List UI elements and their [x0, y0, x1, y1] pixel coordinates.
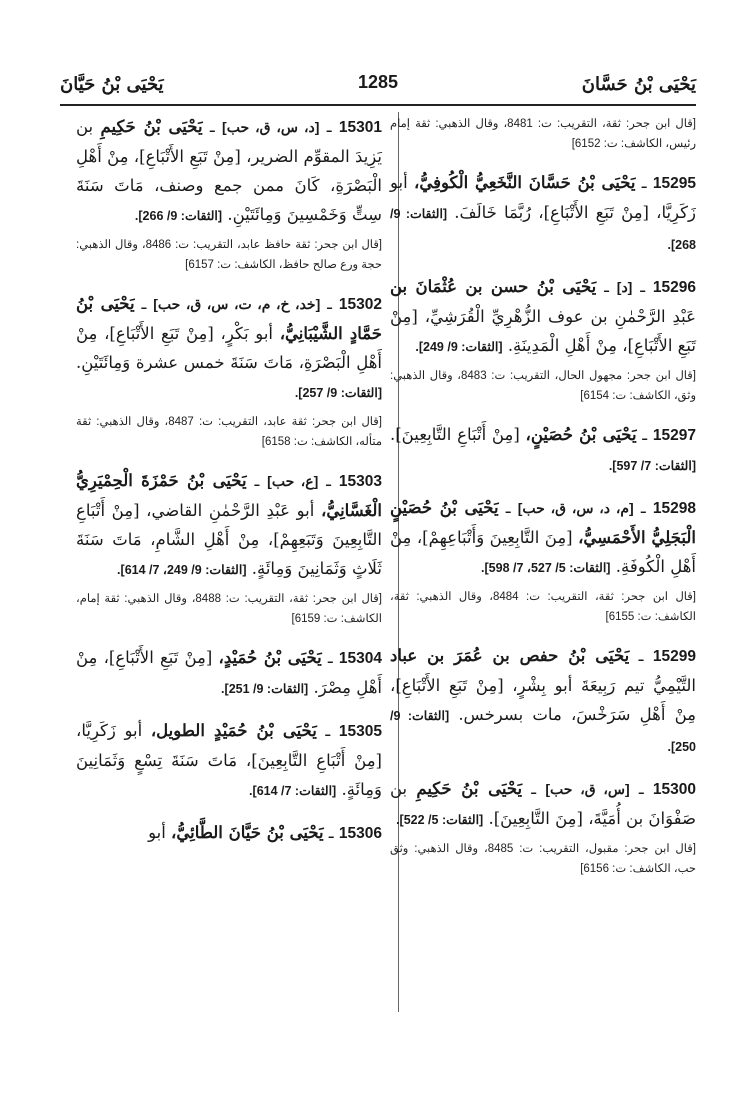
- entry-text: التَّيْمِيُّ تيم رَبِيعَةَ أبو بِشْرٍ، [مِنْ تَبَعِ الأَتْبَاعِ]، مِنْ أَهْلِ سَرَخْسَ، مات بسرخس.: [390, 676, 696, 724]
- entry-reference: [الثقات: 9/ 251].: [221, 682, 309, 696]
- biography-entry: 15298 ـ [م، د، س، ق، حب] ـ يَحْيَى بْنُ حُصَيْنٍ الْبَجَلِيُّ الأَحْمَسِيُّ، [مِنَ التَّابِعِينَ وَأَتْبَاعِهِمْ]، مِنْ أَهْلِ الْكُوفَةِ. [الثقات: 5/ 527، 7/ 598].: [390, 498, 697, 576]
- entry-number: 15306: [338, 825, 382, 842]
- entry-name: يَحْيَى بْنُ حُصَيْنٍ،: [525, 425, 637, 444]
- entry-number: 15295: [652, 175, 697, 192]
- entry-sigla: [د]: [616, 279, 633, 295]
- entry-text: أبو عَبْدِ الرَّحْمٰنِ القاضي، [مِنْ أَتْبَاعِ التَّابِعِينَ وَتَبَعِهِمْ]، مِنْ أَهْلِ الشَّامِ، مَاتَ سَنَةَ ثَلَاثٍ وَثَمَانِينَ وَمِائَةٍ.: [76, 501, 382, 578]
- page-header: [60, 70, 696, 102]
- entry-number: 15301: [338, 119, 383, 136]
- entry-reference: [الثقات: 9/ 250].: [390, 709, 696, 754]
- entry-text: بن يَزِيدَ المقوِّم الضرير، [مِنْ تَبَعِ الأَتْبَاعِ]، مِنْ أَهْلِ الْبَصْرَةِ، كَانَ ممن جمع وصنف، مَاتَ سَنَةَ سِتٍّ وَخَمْسِينَ وَمِائَتَيْنِ.: [76, 117, 382, 224]
- entry-name: يَحْيَى بْنُ حَكِيمِ: [100, 117, 203, 136]
- biography-entry: 15301 ـ [د، س، ق، حب] ـ يَحْيَى بْنُ حَكِيمِ بن يَزِيدَ المقوِّم الضرير، [مِنْ تَبَعِ الأَتْبَاعِ]، مِنْ أَهْلِ الْبَصْرَةِ، كَانَ ممن جمع وصنف، مَاتَ سَنَةَ سِتٍّ وَخَمْسِينَ وَمِائَتَيْنِ. [الثقات: 9/ 266].: [76, 117, 383, 224]
- biography-entry: 15304 ـ يَحْيَى بْنُ حُمَيْدٍ، [مِنْ تَبَعِ الأَتْبَاعِ]، مِنْ أَهْلِ مِصْرَ. [الثقات: 9/ 251].: [76, 648, 382, 697]
- entry-name: يَحْيَى بْنُ حَسَّانَ النَّخَعِيُّ الْكُوفِيُّ،: [414, 173, 636, 192]
- entry-sigla: [خد، خ، م، ت، س، ق، حب]: [153, 296, 321, 312]
- running-title-right: يَحْيَى بْنُ حَسَّانَ: [581, 74, 696, 95]
- entry-name: يَحْيَى بْنُ حَكِيمِ: [416, 779, 523, 798]
- entry-number: 15304: [338, 650, 382, 667]
- entry-note: [قال ابن جحر: مقبول، التقريب: ت: 8485، وقال الذهبي: وثق حب، الكاشف: ت: 6156]: [390, 843, 696, 875]
- entry-text: [مِنْ تَبَعِ الأَتْبَاعِ]، مِنْ أَهْلِ مِصْرَ.: [76, 648, 382, 697]
- biography-entry: 15295 ـ يَحْيَى بْنُ حَسَّانَ النَّخَعِيُّ الْكُوفِيُّ، أبو زَكَرِيَّا، [مِنْ تَبَعِ الأَتْبَاعِ]، رُبَّمَا خَالَفَ. [الثقات: 9/ 268].: [390, 173, 697, 252]
- entry-number: 15303: [338, 473, 382, 490]
- entry-name: يَحْيَى بْنُ حُمَيْدٍ،: [218, 648, 322, 667]
- entry-text: [مِنْ أَتْبَاعِ التَّابِعِينَ].: [390, 425, 520, 444]
- entry-sigla: [ع، حب]: [267, 473, 319, 489]
- entry-reference: [الثقات: 9/ 249، 7/ 614].: [117, 563, 247, 577]
- entry-reference: [الثقات: 5/ 522].: [396, 813, 484, 827]
- entry-name: يَحْيَى بْنُ حُمَيْدٍ الطويل،: [150, 721, 317, 740]
- left-column-entries: [76, 112, 382, 848]
- biography-entry: 15306 ـ يَحْيَى بْنُ حَيَّانَ الطَّائِيُّ، أبو: [148, 823, 382, 842]
- biography-entry: 15296 ـ [د] ـ يَحْيَى بْنُ حسن بن عُثْمَانَ بن عَبْدِ الرَّحْمٰنِ بن عوف الزُّهْرِيِّ الْقُرَشِيِّ، [مِنْ تَبَعِ الأَتْبَاعِ]، مِنْ أَهْلِ الْمَدِينَةِ. [الثقات: 9/ 249].: [390, 277, 697, 355]
- entry-number: 15305: [338, 723, 382, 740]
- entry-sigla: [م، د، س، ق، حب]: [517, 500, 634, 516]
- entry-sigla: [س، ق، حب]: [545, 781, 630, 797]
- biography-entry: 15297 ـ يَحْيَى بْنُ حُصَيْنٍ، [مِنْ أَتْبَاعِ التَّابِعِينَ]. [الثقات: 7/ 597].: [390, 425, 696, 473]
- entry-reference: [الثقات: 7/ 597].: [608, 459, 696, 473]
- biography-entry: 15305 ـ يَحْيَى بْنُ حُمَيْدٍ الطويل، أبو زَكَرِيَّا، [مِنْ أَتْبَاعِ التَّابِعِينَ]، مَاتَ سَنَةَ تِسْعٍ وَثَمَانِينَ وَمِائَةٍ. [الثقات: 7/ 614].: [76, 721, 382, 799]
- entry-note: [قال ابن جحر: ثقة، التقريب: ت: 8484، وقال الذهبي: ثقة، الكاشف: ت: 6155]: [390, 591, 697, 623]
- entry-number: 15300: [652, 781, 696, 798]
- entry-reference: [الثقات: 9/ 249].: [415, 340, 503, 354]
- entry-note: [قال ابن جحر: ثقة حافظ عابد، التقريب: ت: 8486، وقال الذهبي: حجة ورع صالح حافظ، الكاشف: ت: 6157]: [76, 239, 383, 271]
- right-column-entries: [390, 168, 696, 879]
- entry-reference: [الثقات: 9/ 268].: [390, 207, 696, 252]
- entry-number: 15302: [338, 296, 383, 313]
- entry-number: 15297: [652, 427, 696, 444]
- entry-note: [قال ابن جحر: ثقة، التقريب: ت: 8488، وقال الذهبي: ثقة إمام، الكاشف: ت: 6159]: [76, 593, 382, 625]
- entry-text: أبو زَكَرِيَّا، [مِنْ أَتْبَاعِ التَّابِعِينَ]، مَاتَ سَنَةَ تِسْعٍ وَثَمَانِينَ وَمِائَةٍ.: [76, 721, 382, 799]
- entry-sigla: [د، س، ق، حب]: [222, 119, 320, 135]
- entry-name: يَحْيَى بْنُ حُصَيْنٍ الْبَجَلِيُّ الأَحْمَسِيُّ،: [390, 498, 697, 547]
- entry-note: [قال ابن جحر: ثقة عابد، التقريب: ت: 8487، وقال الذهبي: ثقة متأله، الكاشف: ت: 6158]: [76, 416, 382, 448]
- biography-entry: 15303 ـ [ع، حب] ـ يَحْيَى بْنُ حَمْزَةَ الْحِمْيَرِيُّ الْغَسَّانِيُّ، أبو عَبْدِ الرَّحْمٰنِ القاضي، [مِنْ أَتْبَاعِ التَّابِعِينَ وَتَبَعِهِمْ]، مِنْ أَهْلِ الشَّامِ، مَاتَ سَنَةَ ثَلَاثٍ وَثَمَانِينَ وَمِائَةٍ. [الثقات: 9/ 249، 7/ 614].: [76, 471, 382, 578]
- entry-text: أبو بَكْرٍ، [مِنْ تَبَعِ الأَتْبَاعِ]، مِنْ أَهْلِ الْبَصْرَةِ، مَاتَ سَنَةَ خمس عشرة وَمِائَتَيْنِ.: [76, 324, 382, 372]
- entry-reference: [الثقات: 9/ 266].: [134, 209, 223, 223]
- left-column: [76, 112, 382, 860]
- entry-text: بن صَفْوَانَ بن أُمَيَّةَ، [مِنَ التَّابِعِينَ].: [390, 779, 696, 828]
- entry-reference: [الثقات: 5/ 527، 7/ 598].: [481, 561, 611, 575]
- running-title-left: يَحْيَى بْنُ حَيَّانَ: [60, 74, 164, 95]
- entry-name: يَحْيَى بْنُ حَمَّادٍ الشَّيْبَانِيُّ،: [76, 294, 382, 343]
- entry-reference: [الثقات: 7/ 614].: [249, 784, 337, 798]
- right-column: [390, 112, 696, 893]
- entry-number: 15298: [652, 500, 697, 517]
- entry-name: يَحْيَى بْنُ حفص بن عُمَرَ بن عباد: [390, 646, 630, 665]
- entry-text: [مِنَ التَّابِعِينَ وَأَتْبَاعِهِمْ]، مِنْ أَهْلِ الْكُوفَةِ.: [390, 528, 696, 576]
- entry-reference: [الثقات: 9/ 257].: [294, 386, 382, 400]
- carryover-note: [قال ابن جحر: ثقة، التقريب: ت: 8481، وقال الذهبي: ثقة إمام رئيس، الكاشف: ت: 6152]: [390, 118, 696, 150]
- header-rule: [60, 104, 696, 106]
- biography-entry: 15302 ـ [خد، خ، م، ت، س، ق، حب] ـ يَحْيَى بْنُ حَمَّادٍ الشَّيْبَانِيُّ، أبو بَكْرٍ، [مِنْ تَبَعِ الأَتْبَاعِ]، مِنْ أَهْلِ الْبَصْرَةِ، مَاتَ سَنَةَ خمس عشرة وَمِائَتَيْنِ. [الثقات: 9/ 257].: [76, 294, 383, 400]
- entry-text: أبو: [148, 823, 166, 842]
- entry-number: 15299: [652, 648, 696, 665]
- entry-note: [قال ابن جحر: مجهول الحال، التقريب: ت: 8483، وقال الذهبي: وثق، الكاشف: ت: 6154]: [390, 370, 696, 402]
- biography-entry: 15299 ـ يَحْيَى بْنُ حفص بن عُمَرَ بن عباد التَّيْمِيُّ تيم رَبِيعَةَ أبو بِشْرٍ، [مِنْ تَبَعِ الأَتْبَاعِ]، مِنْ أَهْلِ سَرَخْسَ، مات بسرخس. [الثقات: 9/ 250].: [390, 646, 696, 754]
- page-number: 1285: [357, 72, 399, 92]
- entry-name: يَحْيَى بْنُ حَمْزَةَ الْحِمْيَرِيُّ الْغَسَّانِيُّ،: [76, 471, 382, 520]
- entry-text: عَبْدِ الرَّحْمٰنِ بن عوف الزُّهْرِيِّ الْقُرَشِيِّ، [مِنْ تَبَعِ الأَتْبَاعِ]، مِنْ أَهْلِ الْمَدِينَةِ.: [390, 307, 696, 355]
- entry-name: يَحْيَى بْنُ حَيَّانَ الطَّائِيُّ،: [171, 823, 324, 842]
- entry-number: 15296: [652, 279, 697, 296]
- entry-text: أبو زَكَرِيَّا، [مِنْ تَبَعِ الأَتْبَاعِ]، رُبَّمَا خَالَفَ.: [390, 173, 696, 222]
- entry-name: يَحْيَى بْنُ حسن بن عُثْمَانَ بن: [390, 277, 597, 296]
- biography-entry: 15300 ـ [س، ق، حب] ـ يَحْيَى بْنُ حَكِيمِ بن صَفْوَانَ بن أُمَيَّةَ، [مِنَ التَّابِعِينَ]. [الثقات: 5/ 522].: [390, 779, 696, 828]
